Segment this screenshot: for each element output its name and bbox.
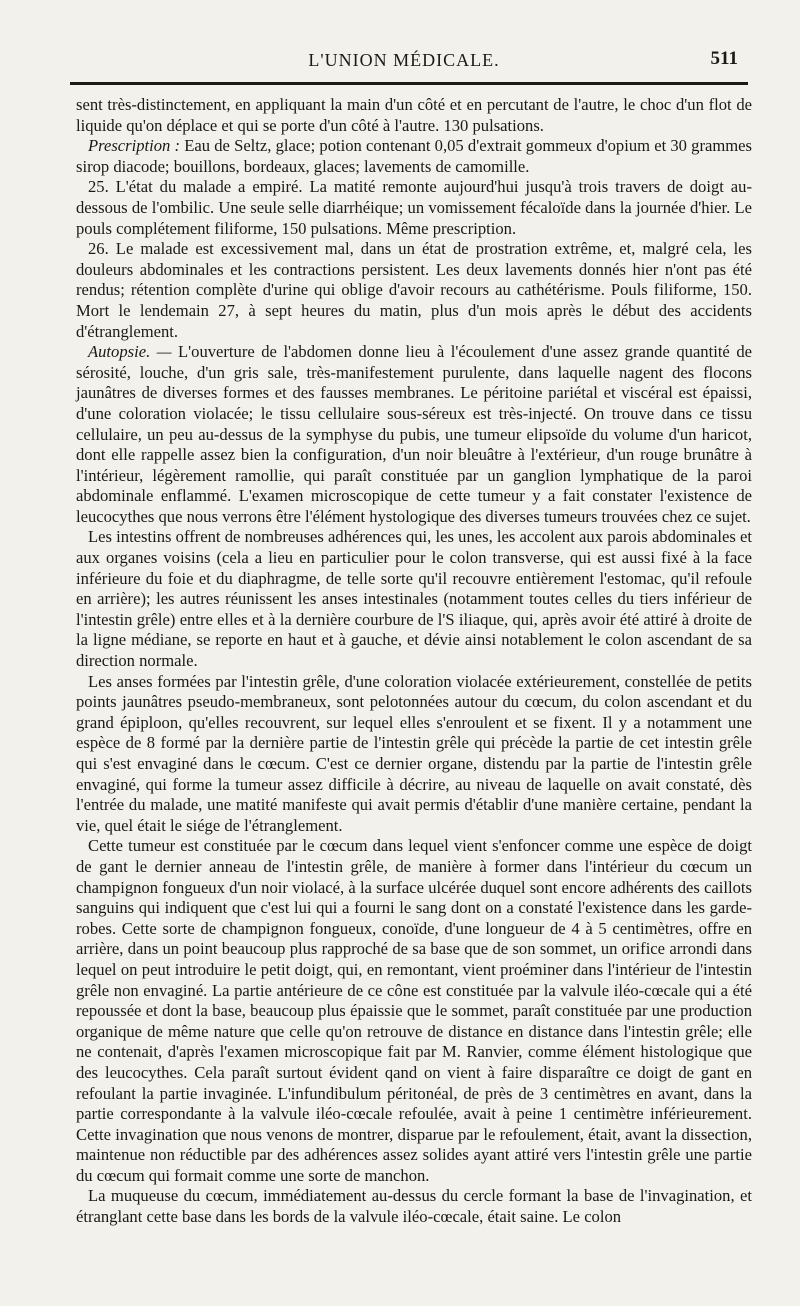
- paragraph-text: sent très-distinctement, en appliquant la main d'un côté et en percutant de l'autre, le choc d'un flot de liquide qu'on déplace et qui se porte d'un côté à l'autre. 130 pulsations.: [76, 95, 752, 135]
- paragraph-text: La muqueuse du cœcum, immédiatement au-dessus du cercle formant la base de l'invagination, et étranglant cette base dans les bords de la valvule iléo-cœcale, était saine. Le colon: [76, 1186, 752, 1227]
- header-rule: [70, 82, 748, 85]
- paragraph: [76, 527, 752, 671]
- paragraph-text: L'ouverture de l'abdomen donne lieu à l'écoulement d'une assez grande quantité de sérosité, louche, d'un gris sale, très-manifestement purulente, dans laquelle nagent des flocons jaunâtres de diverses formes et des fausses membranes. Le péritoine pariétal et viscéral est épaissi, d'une coloration violacée; le tissu cellulaire sous-séreux est très-injecté. On trouve dans ce tissu cellulaire, un peu au-dessus de la symphyse du pubis, une tumeur elipsoïde du volume d'un haricot, dont elle rappelle assez bien la configuration, d'un noir bleuâtre à l'extérieur, d'un rouge brunâtre à l'intérieur, légèrement ramollie, qui paraît constituée par un ganglion lymphatique de la paroi abdominale enflammé. L'examen microscopique de cette tumeur y a fait constater l'existence de leucocythes que nous verrons être l'élément hystologique des diverses tumeurs trouvées chez ce sujet.: [76, 342, 752, 526]
- paragraph-text: Les intestins offrent de nombreuses adhérences qui, les unes, les accolent aux parois abdominales et aux organes voisins (cela a lieu en particulier pour le colon transverse, qui est aussi fixé à la face inférieure du foie et du diaphragme, de telle sorte qu'il recouvre entièrement l'estomac, qu'il refoule en arrière); les autres réunissent les anses intestinales (notamment toutes celles du tiers inférieur de l'intestin grêle) entre elles et à la dernière courbure de l'S iliaque, qui, après avoir été attiré à droite de la ligne médiane, se reporte en haut et à gauche, et dévie ainsi notablement le colon ascendant de sa direction normale.: [76, 527, 752, 671]
- journal-title: L'UNION MÉDICALE.: [308, 50, 500, 70]
- paragraph: [76, 239, 752, 342]
- paragraph: [76, 1186, 752, 1227]
- body-text: [76, 95, 752, 1228]
- paragraph: [76, 95, 752, 136]
- running-header: [70, 48, 738, 76]
- paragraph-text: 25. L'état du malade a empiré. La matité remonte aujourd'hui jusqu'à trois travers de doigt au-dessous de l'ombilic. Une seule selle diarrhéique; un vomissement fécaloïde dans la journée d'hier. Le pouls complétement filiforme, 150 pulsations. Même prescription.: [76, 177, 752, 238]
- page-number: 511: [710, 48, 738, 69]
- paragraph-text: Eau de Seltz, glace; potion contenant 0,05 d'extrait gommeux d'opium et 30 grammes sirop diacode; bouillons, bordeaux, glaces; lavements de camomille.: [76, 136, 752, 176]
- paragraph-text: Cette tumeur est constituée par le cœcum dans lequel vient s'enfoncer comme une espèce de doigt de gant le dernier anneau de l'intestin grêle, de manière à former dans l'intérieur du cœcum un champignon fongueux d'un noir violacé, à la surface ulcérée duquel sont encore adhérents des caillots sanguins qui indiquent que c'est lui qui a fourni le sang dont on a constaté l'existence dans les garde-robes. Cette sorte de champignon fongueux, conoïde, d'une longueur de 4 à 5 centimètres, offre en arrière, dans un point beaucoup plus rapproché de sa base que de son sommet, un orifice arrondi dans lequel on peut introduire le petit doigt, qui, en remontant, vient proéminer dans l'intérieur de l'intestin grêle non envaginé. La partie antérieure de ce cône est constituée par la valvule iléo-cœcale qui a été repoussée et dont la base, beaucoup plus épaissie que le sommet, paraît constituée par une production organique de même nature que celle qu'on retrouve de distance en distance dans l'intestin grêle; elle ne contenait, d'après l'examen microscopique fait par M. Ranvier, comme élément histologique que des leucocythes. Cela paraît surtout évident qand on vient à faire disparaître ce doigt de gant en refoulant la partie invaginée. L'infundibulum péritonéal, de près de 3 centimètres en avant, dans la partie correspondante à la valvule iléo-cœcale refoulée, avait à peine 1 centimètre inférieurement. Cette invagination que nous venons de montrer, disparue par le refoulement, était, avant la dissection, maintenue non réductible par des adhérences assez solides ayant attiré vers l'intestin grêle une partie du cœcum qui formait comme une sorte de manchon.: [76, 836, 752, 1185]
- paragraph: [76, 672, 752, 837]
- paragraph-lead: Autopsie. —: [88, 342, 172, 362]
- paragraph-lead: Prescription :: [88, 136, 181, 156]
- paragraph-text: Les anses formées par l'intestin grêle, d'une coloration violacée extérieurement, constellée de petits points jaunâtres pseudo-membraneux, sont pelotonnées autour du cœcum, du colon ascendant et du grand épiploon, qu'elles recouvrent, sur lequel elles s'enroulent et se fixent. Il y a notamment une espèce de 8 formé par la dernière partie de l'intestin grêle qui précède la partie de cet intestin grêle qui s'est envaginé dans le cœcum. C'est ce dernier organe, distendu par la partie de l'intestin grêle envaginé, qui forme la tumeur assez difficile à décrire, au niveau de laquelle on avait constaté, dès l'entrée du malade, une matité manifeste qui avait permis d'établir d'une manière certaine, pendant la vie, quel était le siége de l'étranglement.: [76, 671, 752, 835]
- paragraph-text: 26. Le malade est excessivement mal, dans un état de prostration extrême, et, malgré cela, les douleurs abdominales et les contractions persistent. Les deux lavements donnés hier n'ont pas été rendus; rétention complète d'urine qui oblige d'avoir recours au cathétérisme. Pouls filiforme, 150. Mort le lendemain 27, à sept heures du matin, plus d'un mois après le début des accidents d'étranglement.: [76, 239, 752, 341]
- paragraph: [76, 177, 752, 239]
- paragraph: [76, 342, 752, 527]
- paragraph: [76, 836, 752, 1186]
- paragraph: [76, 136, 752, 177]
